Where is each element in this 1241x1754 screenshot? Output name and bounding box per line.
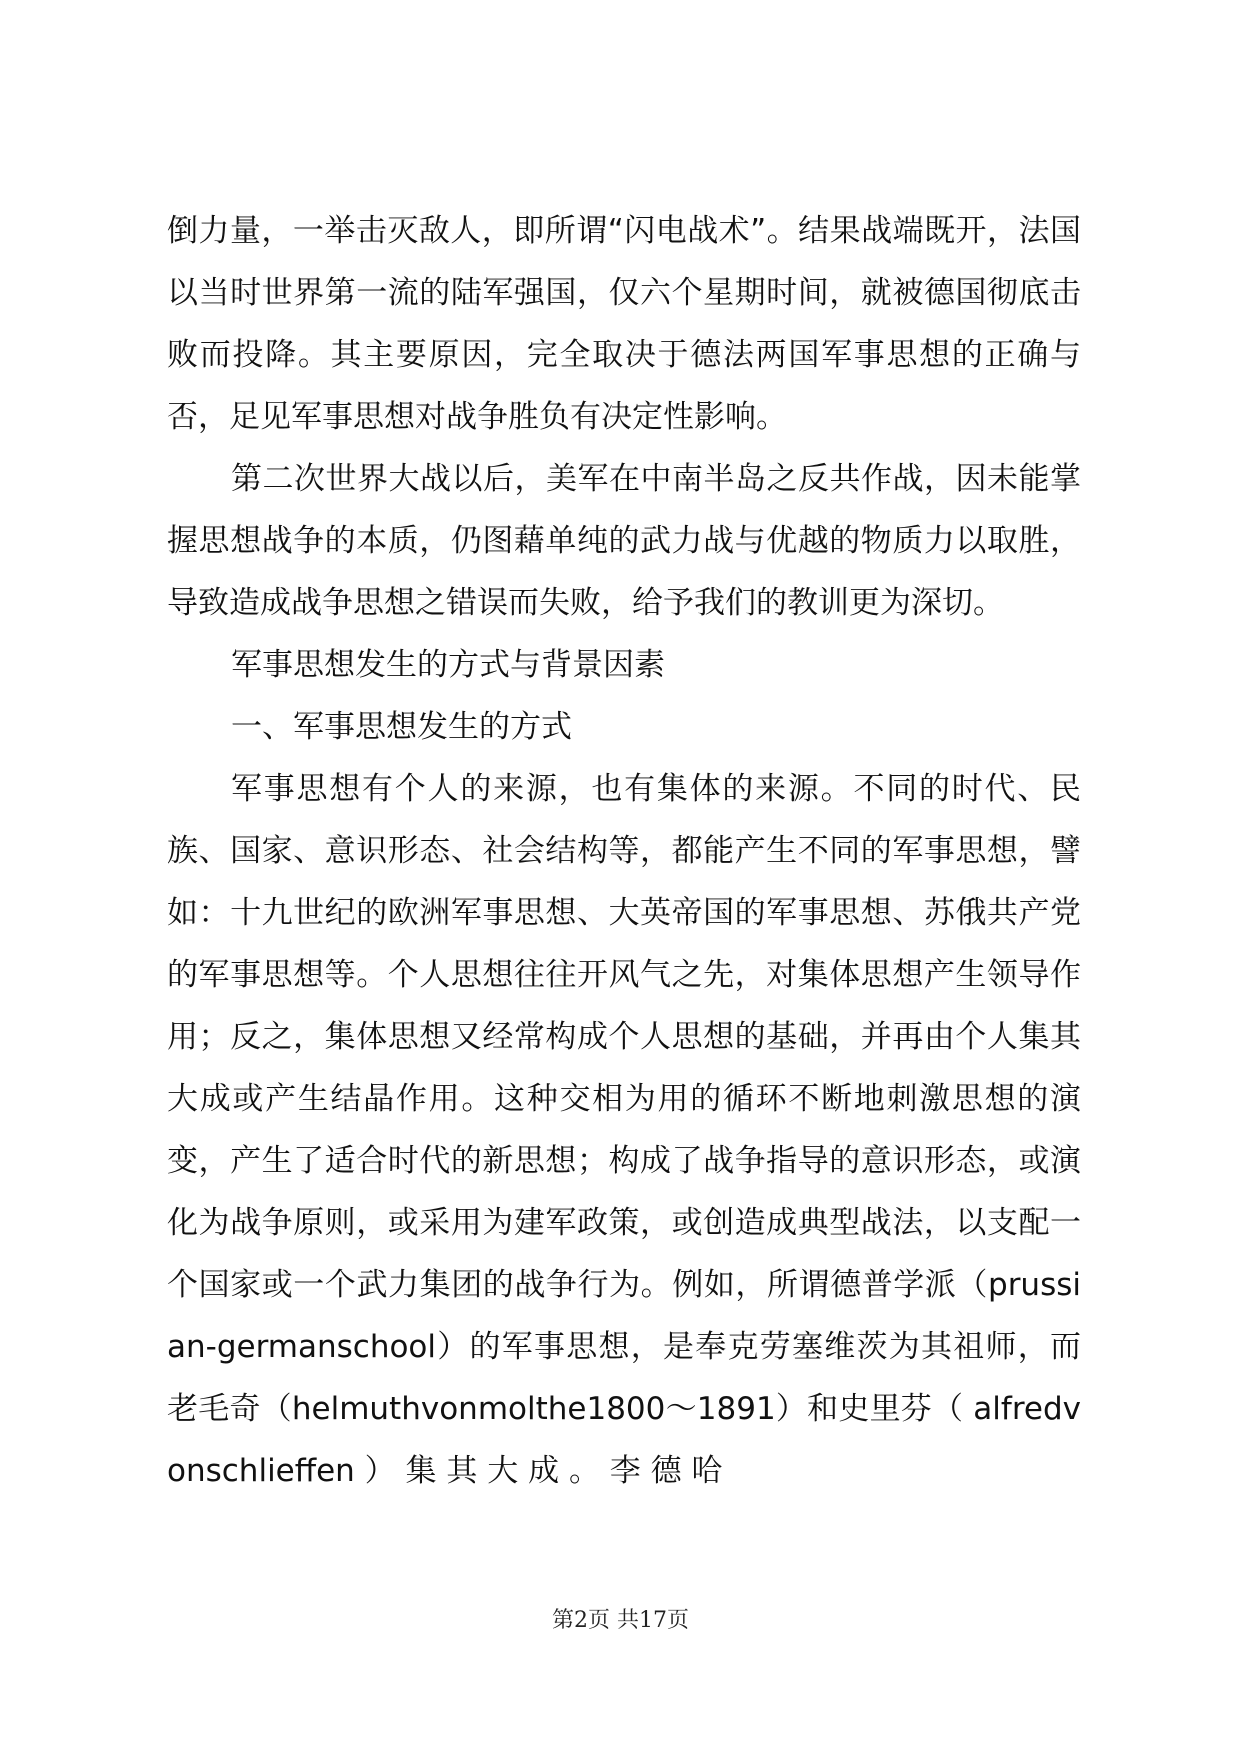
paragraph-military-thought-sources: 军事思想有个人的来源，也有集体的来源。不同的时代、民族、国家、意识形态、社会结构等，都能产生不同的军事思想，譬如：十九世纪的欧洲军事思想、大英帝国的军事思想、苏俄共产党的军事思想等。个人思想往往开风气之先，对集体思想产生领导作用；反之，集体思想又经常构成个人思想的基础，并再由个人集其大成或产生结晶作用。这种交相为用的循环不断地刺激思想的演变，产生了适合时代的新思想；构成了战争指导的意识形态，或演化为战争原则，或采用为建军政策，或创造成典型战法，以支配一个国家或一个武力集团的战争行为。例如，所谓德普学派（prussian-germanschool）的军事思想，是奉克劳塞维茨为其祖师，而老毛奇（helmuthvonmolthe1800～1891）和史里芬（ alfredvonschlieffen ） 集 其 大 成 。 李 德 哈 [167, 771, 1081, 1489]
paragraph-blitzkrieg: 倒力量，一举击灭敌人，即所谓“闪电战术”。结果战端既开，法国以当时世界第一流的陆军强国，仅六个星期时间，就被德国彻底击败而投降。其主要原因，完全取决于德法两国军事思想的正确与否，足见军事思想对战争胜负有决定性影响。 [167, 213, 1081, 435]
page-body [167, 200, 1081, 1502]
paragraph-post-wwii: 第二次世界大战以后，美军在中南半岛之反共作战，因未能掌握思想战争的本质，仍图藉单纯的武力战与优越的物质力以取胜，导致造成战争思想之错误而失败，给予我们的教训更为深切。 [167, 461, 1081, 621]
subsection-title: 一、军事思想发生的方式 [231, 709, 572, 745]
section-title: 军事思想发生的方式与背景因素 [231, 647, 665, 683]
page-number-footer: 第2页 共17页 [552, 1608, 689, 1633]
